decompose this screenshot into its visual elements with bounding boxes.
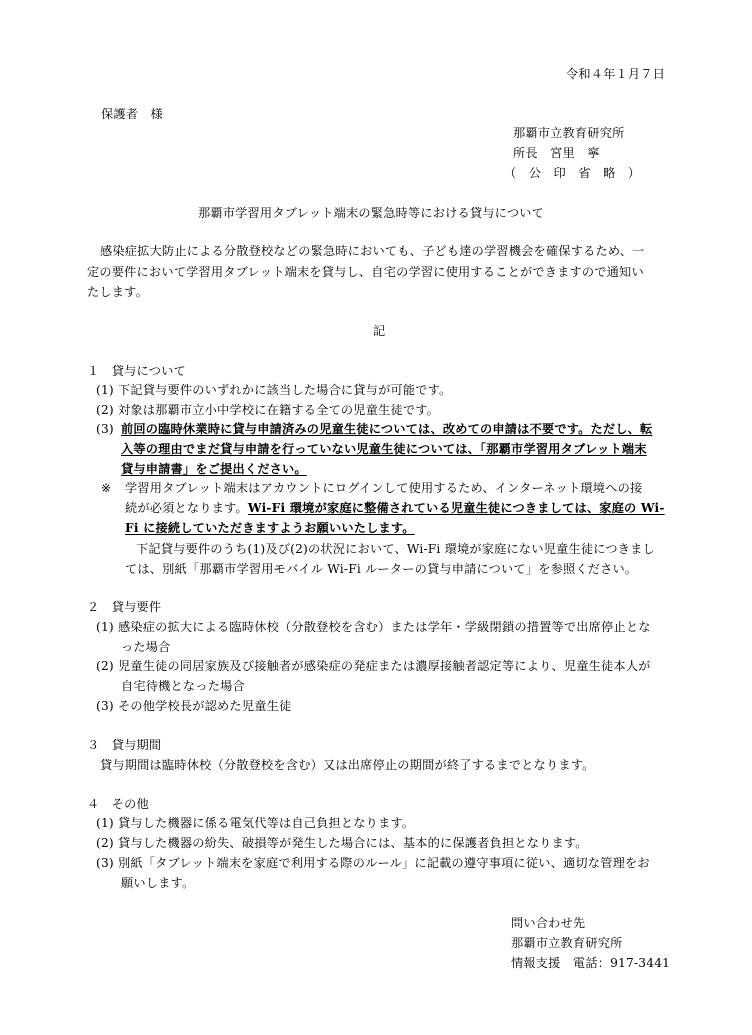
section2-item-1-line-1: (1) 感染症の拡大による臨時休校（分散登校を含む）または学年・学級閉鎖の措置等で出席停止とな [96, 620, 651, 634]
note-line-2-plain: 続が必須となります。 [125, 501, 248, 515]
section4-item-2: (2) 貸与した機器の紛失、破損等が発生した場合には、基本的に保護者負担となります。 [96, 836, 588, 850]
section4-item-3-line-1: (3) 別紙「タブレット端末を家庭で利用する際のルール」に記載の遵守事項に従い、適切な管理をお [96, 856, 650, 870]
note-mark: ※ [101, 481, 112, 495]
section2-item-2-line-2: 自宅待機となった場合 [121, 679, 245, 693]
sender-director: 所長 宮里 寧 [513, 146, 600, 160]
section1-item-1: (1) 下記貸与要件のいずれかに該当した場合に貸与が可能です。 [96, 383, 452, 397]
intro-line-2: 定の要件において学習用タブレット端末を貸与し、自宅の学習に使用することができますので通知い [87, 265, 644, 279]
section1-item-3-line-1: 前回の臨時休業時に貸与申請済みの児童生徒については、改めての申請は不要です。ただし、転 [121, 422, 653, 436]
section3-heading: ３ 貸与期間 [87, 738, 162, 752]
section4-heading: ４ その他 [87, 797, 149, 811]
section1-item-3-number: (3) [96, 422, 114, 436]
section1-item-3-line-2: 入等の理由でまだ貸与申請を行っていない児童生徒については、「那覇市学習用タブレット端末 [121, 442, 647, 456]
section3-body: 貸与期間は臨時休校（分散登校を含む）又は出席停止の期間が終了するまでとなります。 [100, 758, 595, 772]
note-line-3: Fi に接続していただきますようお願いいたします。 [125, 521, 415, 535]
contact-label: 問い合わせ先 [511, 916, 586, 930]
document-title: 那覇市学習用タブレット端末の緊急時等における貸与について [198, 206, 544, 220]
reference-line-2: ては、別紙「那覇市学習用モバイル Wi-Fi ルーターの貸与申請について」を参照ください。 [125, 562, 638, 576]
reference-line-1: 下記貸与要件のうち(1)及び(2)の状況において、Wi-Fi 環境が家庭にない児童生徒につきまし [136, 542, 655, 556]
section2-item-1-line-2: った場合 [121, 640, 171, 654]
note-line-2 [125, 500, 665, 517]
section2-item-2-line-1: (2) 児童生徒の同居家族及び接触者が感染症の発症または濃厚接触者認定等により、児童生徒本人が [96, 659, 651, 673]
section1-item-3-line-3: 貸与申請書」をご提出ください。 [121, 462, 307, 476]
intro-line-3: たします。 [87, 285, 148, 299]
note-line-2-emphasis: Wi-Fi 環境が家庭に整備されている児童生徒につきましては、家庭の Wi- [247, 501, 665, 515]
contact-org: 那覇市立教育研究所 [511, 936, 623, 950]
section1-item-2: (2) 対象は那覇市立小中学校に在籍する全ての児童生徒です。 [96, 403, 440, 417]
note-line-1: 学習用タブレット端末はアカウントにログインして使用するため、インターネット環境への接 [125, 481, 643, 495]
section4-item-3-line-2: 願いします。 [121, 876, 195, 890]
section4-item-1: (1) 貸与した機器に係る電気代等は自己負担となります。 [96, 816, 415, 830]
section1-heading: １ 貸与について [87, 364, 186, 378]
ki-marker: 記 [373, 324, 386, 338]
document-date: 令和４年１月７日 [566, 67, 666, 81]
section2-heading: ２ 貸与要件 [87, 600, 162, 614]
intro-line-1: 感染症拡大防止による分散登校などの緊急時においても、子ども達の学習機会を確保するため、一 [100, 244, 645, 258]
contact-phone: 情報支援 電話：917-3441 [511, 956, 671, 970]
sender-org: 那覇市立教育研究所 [513, 126, 625, 140]
recipient: 保護者 様 [101, 107, 163, 121]
section2-item-3: (3) その他学校長が認めた児童生徒 [96, 699, 292, 713]
sender-seal-omitted: （ 公 印 省 略 ） [504, 166, 641, 180]
